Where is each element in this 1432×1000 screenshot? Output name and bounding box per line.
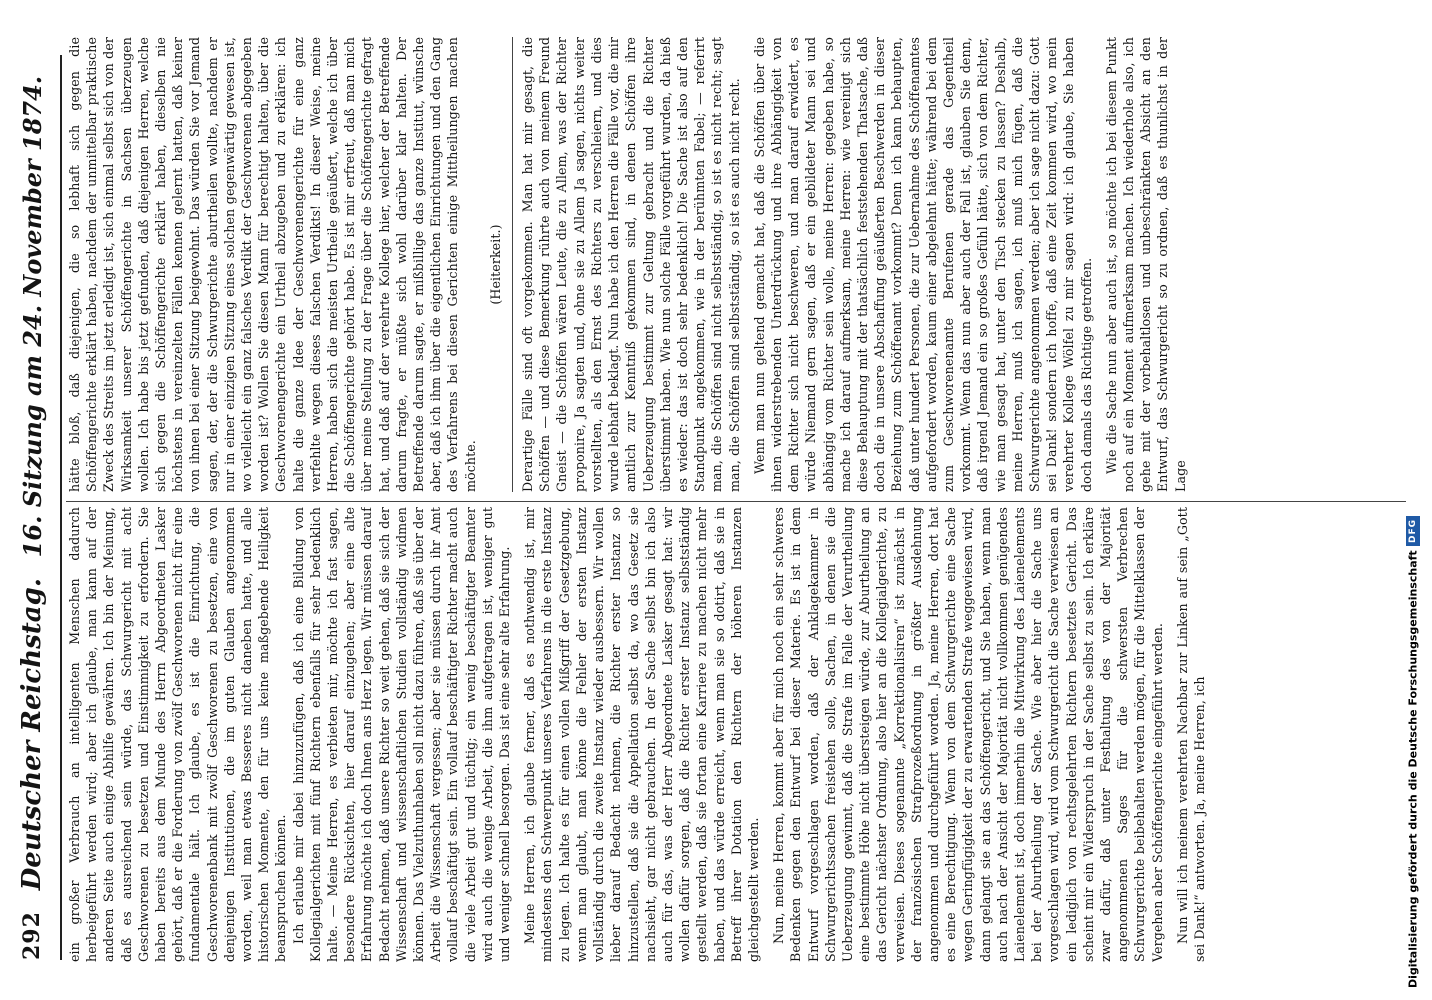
stage-direction: (Heiterkeit.) [487, 224, 503, 305]
left-paragraph: ein großer Verbrauch an intelligenten Menschen dadurch herbeigeführt werden wird; aber ich glaube, man kann auf der anderen Seite auch einige Abhilfe gewähren. Ich bin der Meinung, daß es ausreichend sein würde, das Schwurgericht mit acht Geschworenen zu besetzen und Einstimmigkeit zu erfordern. Sie haben bereits aus dem Munde des Herrn Abgeordneten Lasker gehört, daß er die Forderung von zwölf Geschworenen nicht für eine fundamentale hält. Ich glaube, es ist die Einrichtung, die Geschworenenbank mit zwölf Geschworenen zu besetzen, eine von denjenigen Institutionen, die im guten Glauben angenommen worden, weil man etwas Besseres nicht daneben hatte, und alle historischen Momente, den für uns keine maßgebende Heiligkeit beanspruchen können. [67, 507, 289, 962]
right-column [66, 37, 1401, 492]
paragraph-gap [743, 37, 751, 492]
left-paragraph: Nun will ich meinem verehrten Nachbar zur Linken auf sein „Gott sei Dank!“ antworten. Ja, meine Herren, ich [1174, 507, 1207, 962]
credit-text: Digitalisierung gefördert durch die Deutsche Forschungsgemeinschaft [1406, 550, 1420, 988]
paragraph-gap [762, 507, 770, 962]
section-divider [512, 37, 513, 492]
digitization-credit [1400, 0, 1426, 1000]
left-paragraph: Meine Herren, ich glaube ferner, daß es nothwendig ist, mir mindestens den Schwerpunkt unseres Verfahrens in die erste Instanz zu legen. Ich halte es für einen vollen Mißgriff der Gesetzgebung, wenn man glaubt, man könne die Fehler der ersten Instanz vollständig durch die zweite Instanz wieder ausbessern. Wir wollen lieber darauf Bedacht nehmen, die Richter erster Instanz so hinzustellen, daß sie die Appellation selbst da, wo das Gesetz sie nachsieht, gar nicht gebrauchen. In der Sache selbst bin ich also auch für das, was der Herr Abgeordnete Lasker gesagt hat: wir wollen dafür sorgen, daß die Richter erster Instanz selbstständig gestellt werden, daß sie fortan eine Karriere zu machen nicht mehr haben, und das würde erreicht, wenn man sie so dotirt, daß sie in Betreff ihrer Dotation den Richtern der höheren Instanzen gleichgestellt werden. [522, 507, 761, 962]
page-header [12, 55, 52, 960]
right-paragraph: Wie die Sache nun aber auch ist, so möchte ich bei diesem Punkt noch auf ein Moment aufmerksam machen. Ich wiederhole also, ich gehe mit der vorbehaltlosen und unbeschränkten Absicht an den Entwurf, das Schwurgericht so zu ordnen, daß es thunlichst in der Lage [1103, 37, 1188, 492]
publication-title: Deutscher Reichstag. [17, 578, 47, 891]
left-paragraph: Nun, meine Herren, kommt aber für mich noch ein sehr schweres Bedenken gegen den Entwurf bei dieser Materie. Es ist in dem Entwurf vorgeschlagen worden, daß der Anklagekammer in Schwurgerichtssachen freistehen solle, Sachen, in denen sie die Ueberzeugung gewinnt, daß die Strafe im Falle der Verurtheilung eine bestimmte Höhe nicht übersteigen würde, zur Aburtheilung an das Gericht nächster Ordnung, also hier an die Kollegialgerichte, zu verweisen. Dieses sogenannte „Korrektionalisiren“ ist zunächst in der französischen Strafprozeßordnung in größter Ausdehnung angenommen und durchgeführt worden. Ja, meine Herren, dort hat es eine Berechtigung. Wenn von dem Schwurgerichte eine Sache wegen Geringfügigkeit der zu erwartenden Strafe weggewiesen wird, dann gelangt sie an das Schöffengericht, und Sie haben, wenn man auch nach der Ansicht der Majorität nicht vollkommen genügendes Laienelement ist, doch immerhin die Mitwirkung des Laienelements bei der Aburtheilung der Sache. Wie aber hier die Sache uns vorgeschlagen wird, wird vom Schwurgericht die Sache verwiesen an ein lediglich von rechtsgelehrten Richtern besetztes Gericht. Das scheint mir ein Widerspruch in der Sache selbst zu sein. Ich erkläre zwar dafür, daß unter Festhaltung des von der Majorität angenommenen Sages für die schwersten Verbrechen Schwurgerichte beibehalten werden mögen, für die Mittelklassen der Vergehen aber Schöffengerichte eingeführt werden. [771, 507, 1165, 962]
left-paragraph: Ich erlaube mir dabei hinzuzufügen, daß ich eine Bildung von Kollegialgerichten mit fünf Richtern ebenfalls für sehr bedenklich halte. — Meine Herren, es verbieten mir, möchte ich fast sagen, besondere Rücksichten, hier darauf einzugehen; aber eine alte Erfahrung möchte ich doch Ihnen ans Herz legen. Wir müssen darauf Bedacht nehmen, daß unsere Richter so weit gehen, daß sie sich der Wissenschaft und wissenschaftlichen Studien vollständig widmen können. Das Vielzuthunhaben soll nicht dazu führen, daß sie über der Arbeit die Wissenschaft vergessen; aber sie müssen durch ihr Amt vollauf beschäftigt sein. Ein vollauf beschäftigter Richter macht auch die viele Arbeit gut und tüchtig; ein wenig beschäftigter Beamter wird auch die wenige Arbeit, die ihm aufgetragen ist, weniger gut und weniger schnell besorgen. Das ist eine sehr alte Erfahrung. [290, 507, 513, 962]
dfg-logo-icon: DFG [1406, 516, 1420, 546]
right-paragraph: Derartige Fälle sind oft vorgekommen. Man hat mir gesagt, die Schöffen — und diese Bemerkung rührte auch von meinem Freund Gneist — die Schöffen wären Leute, die zu Allem, was der Richter proponire, Ja sagten und, ohne sie zu Allem Ja sagen, nichts weiter vorstellten, als den Ernst des Richters zu verschleiern, und dies wurde lebhaft beklagt. Nun habe ich den Herren die Fälle vor, die mir amtlich zur Kenntniß gekommen sind, in denen Schöffen ihre Ueberzeugung bestimmt zur Geltung gebracht und die Richter überstimmt haben. Wie nun solche Fälle vorgeführt wurden, da hieß es wieder: das ist doch sehr bedenklich! Die Sache ist also auf den Standpunkt angekommen, wie in der berühmten Fabel; — referirt man, die Schöffen sind nicht selbstständig, so ist es nicht recht; sagt man, die Schöffen sind selbstständig, so ist es auch nicht recht. [520, 37, 742, 492]
page-number: 292 [19, 911, 45, 960]
session-title: 16. Sitzung am 24. November 1874. [17, 75, 47, 558]
paragraph-gap [1095, 37, 1103, 492]
right-paragraph: hätte bloß, daß diejenigen, die so lebhaft sich gegen die Schöffengerichte erklärt haben, nachdem der unmittelbar praktische Zweck des Streits im jetzt erledigt ist, sich einmal selbst sich von der Wirksamkeit unserer Schöffengerichte in Sachsen überzeugen wollen. Ich habe bis jetzt gefunden, daß diejenigen Herren, welche sich gegen die Schöffengerichte erklärt haben, dieselben nie höchstens in vereinzelten Fällen kennen gelernt hatten, daß keiner von ihnen bei einer Sitzung beigewohnt. Das würden Sie vor Jemand sagen, der, der die Schwurgerichte aburtheilen wollte, nachdem er nur in einer einzigen Sitzung eines solchen gegenwärtig gewesen ist, wo vielleicht ein ganz falsches Verdikt der Geschworenen abgegeben worden ist? Wollen Sie diesen Mann für berechtigt halten, über die Geschworenengerichte ein Urtheil abzugeben und zu erklären: ich halte die ganze Idee der Geschworenengerichte für eine ganz verfehlte wegen dieses falschen Verdikts! In dieser Weise, meine Herren, haben sich die meisten Urtheile geäußert, welche ich über die Schöffengerichte gehört habe. Es ist mir erfreut, daß man mich über meine Stellung zu der Frage über die Schöffengerichte gefragt hat, und daß auf der verehrte Kollege hier, welcher der Betreffende darum fragte, er müßte sich wohl darüber klar halten. Der Betreffende darum sagte, er mißbillige das ganze Institut, wünsche aber, daß ich ihm über die eigentlichen Einrichtungen und den Gang des Verfahrens bei diesen Gerichten einige Mittheilungen machen möchte. [67, 37, 478, 492]
paragraph-gap [1166, 507, 1174, 962]
right-paragraph: Wenn man nun geltend gemacht hat, daß die Schöffen über die ihnen widerstrebenden Unterdrückung und ihre Abhängigkeit von dem Richter sich nicht beschweren, und man darauf erwidert, es würde Niemand gern sagen, daß er ein gebildeter Mann sei und abhängig vom Richter sein wolle, meine Herren: gegeben habe, so mache ich darauf aufmerksam, meine Herren: wie vereinigt sich diese Behauptung mit der thatsächlich feststehenden Thatsache, daß doch die in unsere Abschaffung geäußerten Beschwerden in dieser Beziehung zum Schöffenamt vorkommt? Denn ich kann behaupten, daß unter hundert Personen, die zur Uebernahme des Schöffenamtes aufgefordert worden, kaum einer abgelehnt hätte; während bei dem zum Geschworenenamte Berufenen gerade das Gegentheil vorkommt. Wenn das nun aber auch der Fall ist, glauben Sie denn, daß irgend Jemand ein so großes Gefühl hätte, sich von dem Richter, wie man gesagt hat, unter den Tisch stecken zu lassen? Deshalb, meine Herren, muß ich sagen, ich muß mich fügen, daß die Schwurgerichte angenommen werden; aber ich sage nicht dazu: Gott sei Dank! sondern ich hoffe, daß eine Zeit kommen wird, wo mein verehrter Kollege Wölfel zu mir sagen wird: ich glaube, Sie haben doch damals das Richtige getroffen. [751, 37, 1094, 492]
left-column [66, 507, 1401, 962]
paragraph-gap [513, 507, 521, 962]
column-divider [66, 501, 1406, 502]
header-rule [60, 55, 62, 960]
